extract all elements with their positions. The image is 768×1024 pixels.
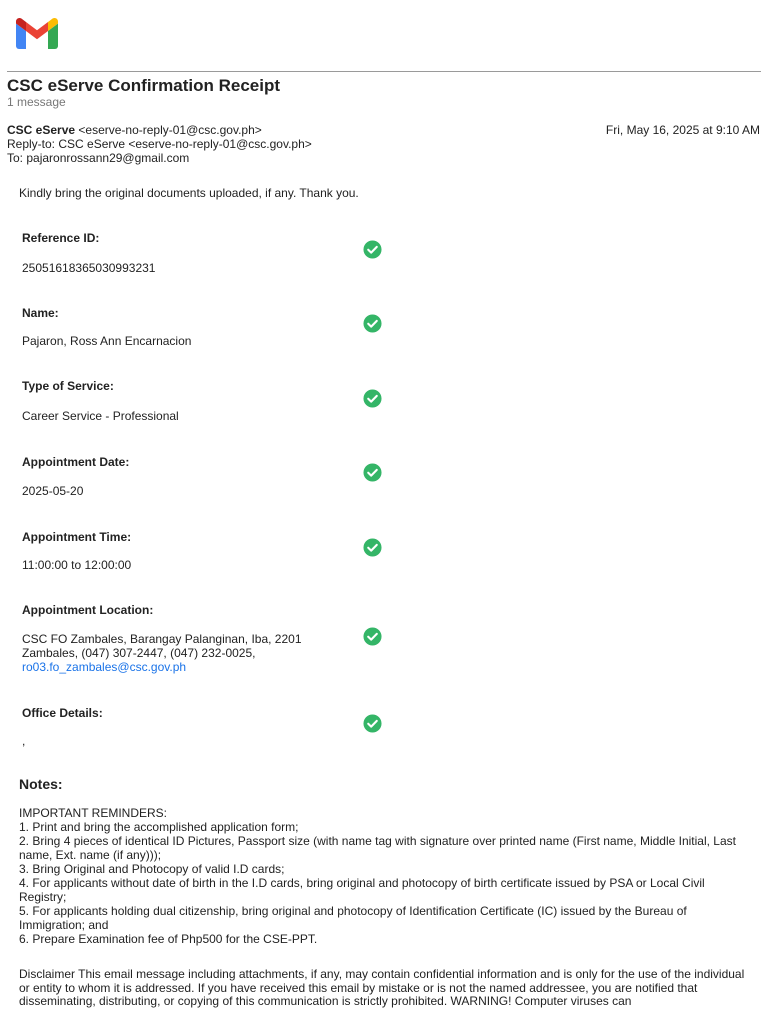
office-details-value: , xyxy=(22,734,26,748)
message-count: 1 message xyxy=(7,95,66,109)
note-item: 5. For applicants holding dual citizenship, bring original and photocopy of Identification Certificate (IC) issued by the Bureau of Immigration; and xyxy=(19,904,687,932)
note-item: 6. Prepare Examination fee of Php500 for the CSE-PPT. xyxy=(19,932,318,946)
sender-line xyxy=(7,123,262,137)
check-icon xyxy=(363,627,382,646)
email-date: Fri, May 16, 2025 at 9:10 AM xyxy=(605,123,760,137)
header-divider xyxy=(7,71,761,72)
check-icon xyxy=(363,240,382,259)
appointment-location-value xyxy=(22,632,302,674)
appointment-time-value: 11:00:00 to 12:00:00 xyxy=(22,558,132,572)
note-item: 4. For applicants without date of birth in the I.D cards, bring original and photocopy of birth certificate issued by PSA or Local Civil Registry; xyxy=(19,876,705,904)
office-details-label: Office Details: xyxy=(22,706,103,720)
location-line-2: Zambales, (047) 307-2447, (047) 232-0025, xyxy=(22,646,256,660)
reference-id-value: 25051618365030993231 xyxy=(22,261,156,275)
check-icon xyxy=(363,538,382,557)
reply-to-line: Reply-to: CSC eServe <eserve-no-reply-01@csc.gov.ph> xyxy=(7,137,312,151)
note-item: 3. Bring Original and Photocopy of valid I.D cards; xyxy=(19,862,285,876)
notes-heading: IMPORTANT REMINDERS: xyxy=(19,806,168,820)
service-type-label: Type of Service: xyxy=(22,379,114,393)
appointment-date-value: 2025-05-20 xyxy=(22,484,84,498)
disclaimer-text: Disclaimer This email message including attachments, if any, may contain confidential information and is only for the use of the individual or entity to whom it is addressed. If you have received this email by mistake or is not the named addressee, you are notified that disseminating, distributing, or copying of this communication is strictly prohibited. WARNING! Computer viruses can xyxy=(19,967,745,1008)
email-subject: CSC eServe Confirmation Receipt xyxy=(7,76,281,95)
note-item: 2. Bring 4 pieces of identical ID Pictures, Passport size (with name tag with signature over printed name (First name, Middle Initial, Last name, Ext. name (if any))); xyxy=(19,834,736,862)
check-icon xyxy=(363,314,382,333)
appointment-date-label: Appointment Date: xyxy=(22,455,130,469)
note-item: 1. Print and bring the accomplished application form; xyxy=(19,820,299,834)
office-email-link[interactable]: ro03.fo_zambales@csc.gov.ph xyxy=(22,660,187,674)
notes-title: Notes: xyxy=(19,776,63,792)
service-type-value: Career Service - Professional xyxy=(22,409,179,423)
intro-text: Kindly bring the original documents uploaded, if any. Thank you. xyxy=(19,186,359,200)
location-line-1: CSC FO Zambales, Barangay Palanginan, Iba, 2201 xyxy=(22,632,302,646)
check-icon xyxy=(363,389,382,408)
check-icon xyxy=(363,714,382,733)
name-label: Name: xyxy=(22,306,59,320)
gmail-logo-icon xyxy=(16,18,58,49)
appointment-time-label: Appointment Time: xyxy=(22,530,132,544)
reference-id-label: Reference ID: xyxy=(22,231,100,245)
notes-list xyxy=(19,806,754,946)
name-value: Pajaron, Ross Ann Encarnacion xyxy=(22,334,192,348)
sender-name: CSC eServe xyxy=(7,123,76,137)
appointment-location-label: Appointment Location: xyxy=(22,603,154,617)
check-icon xyxy=(363,463,382,482)
to-line: To: pajaronrossann29@gmail.com xyxy=(7,151,190,165)
sender-address[interactable]: <eserve-no-reply-01@csc.gov.ph> xyxy=(78,123,262,137)
